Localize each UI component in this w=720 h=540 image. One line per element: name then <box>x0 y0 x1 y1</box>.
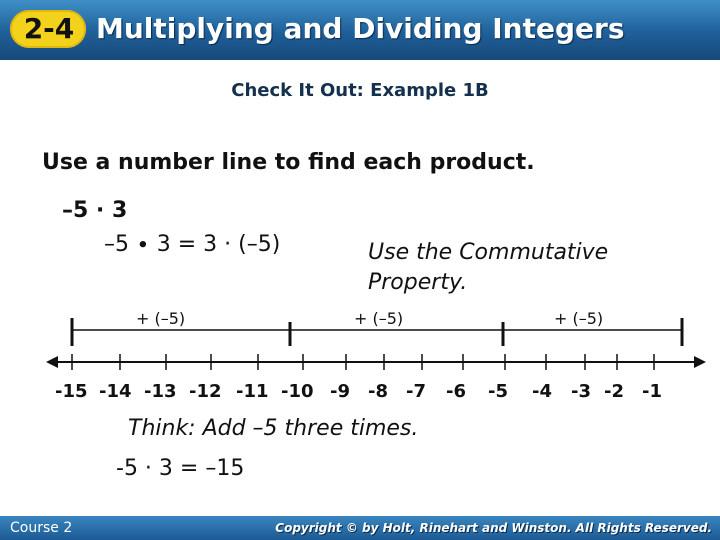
tick-label: -5 <box>488 381 508 402</box>
step-label: + (–5) <box>136 309 186 328</box>
lesson-number: 2-4 <box>23 12 75 45</box>
step-label: + (–5) <box>554 309 604 328</box>
footer-bar <box>0 516 720 540</box>
tick-label: -1 <box>642 381 662 402</box>
tick-label: -12 <box>189 381 222 402</box>
tick-label: -15 <box>55 381 88 402</box>
think-text: Think: Add –5 three times. <box>128 416 419 441</box>
problem-expression: –5 ∙ 3 <box>62 198 128 223</box>
tick-label: -9 <box>330 381 350 402</box>
tick-label: -7 <box>406 381 426 402</box>
hint-text: Use the Commutative Property. <box>368 240 609 295</box>
tick-label: -13 <box>144 381 177 402</box>
tick-label: -6 <box>446 381 466 402</box>
tick-label: -10 <box>281 381 314 402</box>
course-label: Course 2 <box>10 520 73 536</box>
right-arrow-icon <box>694 356 706 368</box>
number-line-diagram <box>0 310 720 382</box>
tick-label: -11 <box>236 381 269 402</box>
step-label: + (–5) <box>354 309 404 328</box>
tick-label: -14 <box>99 381 132 402</box>
header-banner <box>0 0 720 60</box>
copyright-text: Copyright © by Holt, Rinehart and Winston. All Rights Reserved. <box>275 521 712 535</box>
tick-label: -2 <box>604 381 624 402</box>
tick-label: -8 <box>368 381 388 402</box>
page-title: Multiplying and Dividing Integers <box>96 12 625 45</box>
tick-label: -3 <box>571 381 591 402</box>
tick-label: -4 <box>532 381 552 402</box>
rewrite-expression: –5 ∙ 3 = 3 · (–5) <box>104 232 281 257</box>
example-subtitle: Check It Out: Example 1B <box>231 80 489 101</box>
result-expression: -5 · 3 = –15 <box>116 456 245 481</box>
instruction-text: Use a number line to find each product. <box>42 150 535 175</box>
left-arrow-icon <box>46 356 58 368</box>
